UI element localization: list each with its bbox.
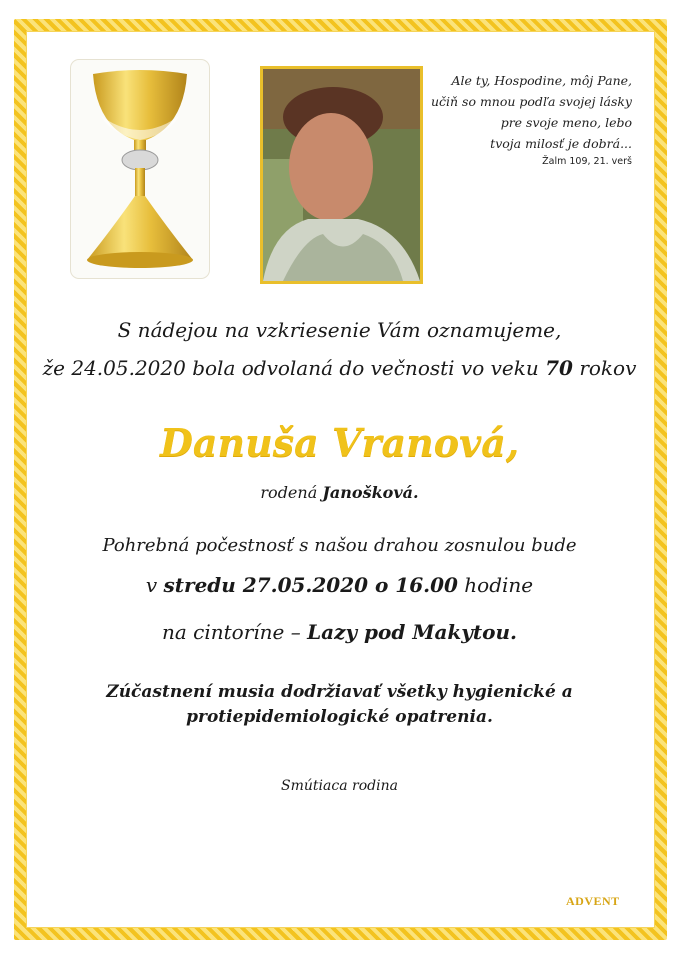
verse-line: pre svoje meno, lebo — [500, 115, 632, 130]
funeral-intro: Pohrebná počestnosť s našou drahou zosnulou bude — [102, 535, 577, 556]
announcement-prefix: že 24.05.2020 bola odvolaná do večnosti vo veku — [42, 356, 539, 380]
maiden-name: Janošková. — [322, 483, 419, 502]
verse-line: Ale ty, Hospodine, môj Pane, — [451, 73, 632, 88]
funeral-datetime-suffix: hodine — [464, 573, 534, 597]
chalice-image — [71, 60, 209, 278]
notice-line: Zúčastnení musia dodržiavať všetky hygienické a — [106, 682, 573, 702]
maiden-prefix: rodená — [260, 483, 318, 502]
announcement-date-age — [30, 356, 649, 380]
verse-reference: Žalm 109, 21. verš — [542, 156, 632, 167]
funeral-place — [30, 620, 649, 644]
maiden-name-line — [30, 483, 649, 502]
portrait-photo — [260, 66, 423, 284]
psalm-verse — [402, 70, 632, 170]
age-value: 70 — [545, 356, 573, 380]
brand-label: ADVENT — [566, 894, 620, 908]
announcement-suffix: rokov — [579, 356, 637, 380]
deceased-name: Danuša Vranová, — [159, 420, 520, 465]
chalice-icon — [71, 60, 209, 278]
signature: Smútiaca rodina — [281, 778, 398, 794]
verse-line: učiň so mnou podľa svojej lásky — [430, 94, 632, 109]
hygiene-notice — [30, 680, 649, 730]
funeral-datetime — [30, 573, 649, 597]
verse-line: tvoja milosť je dobrá... — [490, 136, 632, 151]
funeral-datetime-prefix: v — [145, 573, 158, 597]
portrait-icon — [263, 69, 420, 281]
announcement-intro: S nádejou na vzkriesenie Vám oznamujeme, — [117, 318, 562, 342]
cemetery-name: Lazy pod Makytou. — [307, 620, 517, 644]
funeral-place-prefix: na cintoríne – — [161, 620, 301, 644]
funeral-day-time: stredu 27.05.2020 o 16.00 — [163, 573, 458, 597]
notice-line: protiepidemiologické opatrenia. — [186, 707, 493, 727]
